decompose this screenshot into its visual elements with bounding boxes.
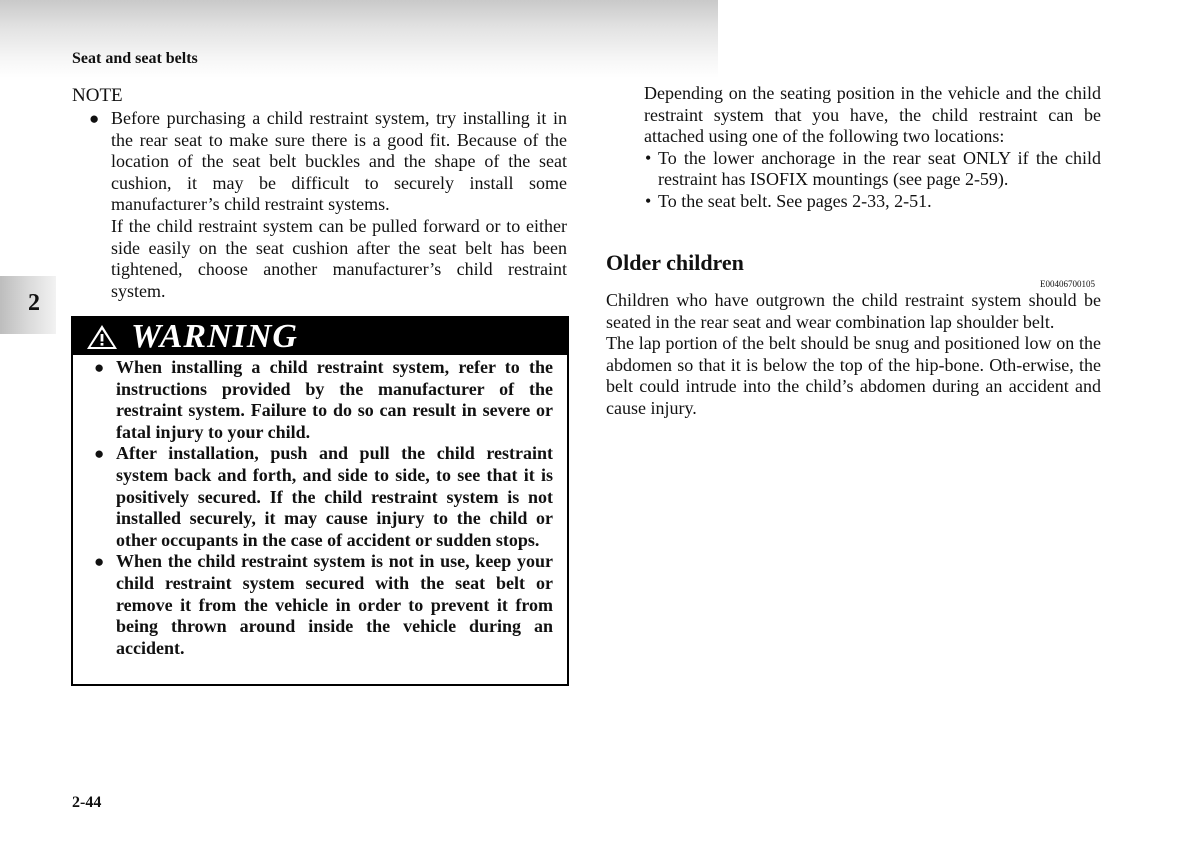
attachment-locations xyxy=(644,83,1101,213)
warning-item xyxy=(73,357,553,443)
attachment-option xyxy=(644,148,1101,191)
dot-icon: • xyxy=(645,147,652,168)
older-children-code: E00406700105 xyxy=(1040,279,1095,289)
note-item xyxy=(72,108,568,302)
page-number: 2-44 xyxy=(72,794,102,811)
older-children-heading: Older children xyxy=(606,250,744,275)
warning-item-text: After installation, push and pull the child restraint system back and forth, and side to side, to see that it is positively secured. If the child restraint system is not installed securely, it may cause injury to the child or other occupants in the case of accident or sudden stops. xyxy=(116,443,553,550)
chapter-number: 2 xyxy=(28,290,40,316)
attachment-option-text: To the seat belt. See pages 2-33, 2-51. xyxy=(658,190,932,211)
bullet-icon: ● xyxy=(89,109,100,128)
warning-body xyxy=(73,355,567,659)
attachment-option xyxy=(644,191,1101,213)
bullet-icon: ● xyxy=(94,358,105,377)
older-children-paragraph: Children who have outgrown the child restraint system should be seated in the rear seat and wear combination lap shoulder belt. xyxy=(606,290,1101,332)
warning-item-text: When the child restraint system is not in use, keep your child restraint system secured with the seat belt or remove it from the vehicle in order to prevent it from being thrown around inside the vehicle during an accident. xyxy=(116,551,553,658)
warning-triangle-icon xyxy=(85,323,119,351)
note-heading: NOTE xyxy=(72,85,123,106)
bullet-icon: ● xyxy=(94,444,105,464)
warning-item-text: When installing a child restraint system, refer to the instructions provided by the manufacturer of the restraint system. Failure to do so can result in severe or fatal injury to your child. xyxy=(116,357,553,442)
note-section xyxy=(72,84,568,302)
older-children-paragraph: The lap portion of the belt should be snug and positioned low on the abdomen so that it is below the top of the hip-bone. Oth-erwise, the belt could intrude into the child’s abdomen during an accident and cause injury. xyxy=(606,333,1101,418)
attachment-intro: Depending on the seating position in the vehicle and the child restraint system that you have, the child restraint can be attached using one of the following two locations: xyxy=(644,83,1101,147)
attachment-option-text: To the lower anchorage in the rear seat ONLY if the child restraint has ISOFIX mountings (see page 2-59). xyxy=(658,147,1101,190)
warning-item xyxy=(73,551,553,659)
warning-header xyxy=(73,318,567,355)
section-title: Seat and seat belts xyxy=(72,50,198,67)
bullet-icon: ● xyxy=(94,552,105,572)
note-paragraph: Before purchasing a child restraint system, try installing it in the rear seat to make sure there is a good fit. Because of the location of the seat belt buckles and the shape of the seat cushion, it may be difficult to securely install some manufacturer’s child restraint systems. xyxy=(111,108,567,215)
warning-title: WARNING xyxy=(131,317,298,355)
dot-icon: • xyxy=(645,190,652,211)
older-children-section xyxy=(606,290,1101,420)
warning-box xyxy=(71,316,569,686)
warning-item xyxy=(73,443,553,551)
note-paragraph: If the child restraint system can be pulled forward or to either side easily on the seat cushion after the seat belt has been tightened, choose another manufacturer’s child restraint system. xyxy=(111,215,567,301)
